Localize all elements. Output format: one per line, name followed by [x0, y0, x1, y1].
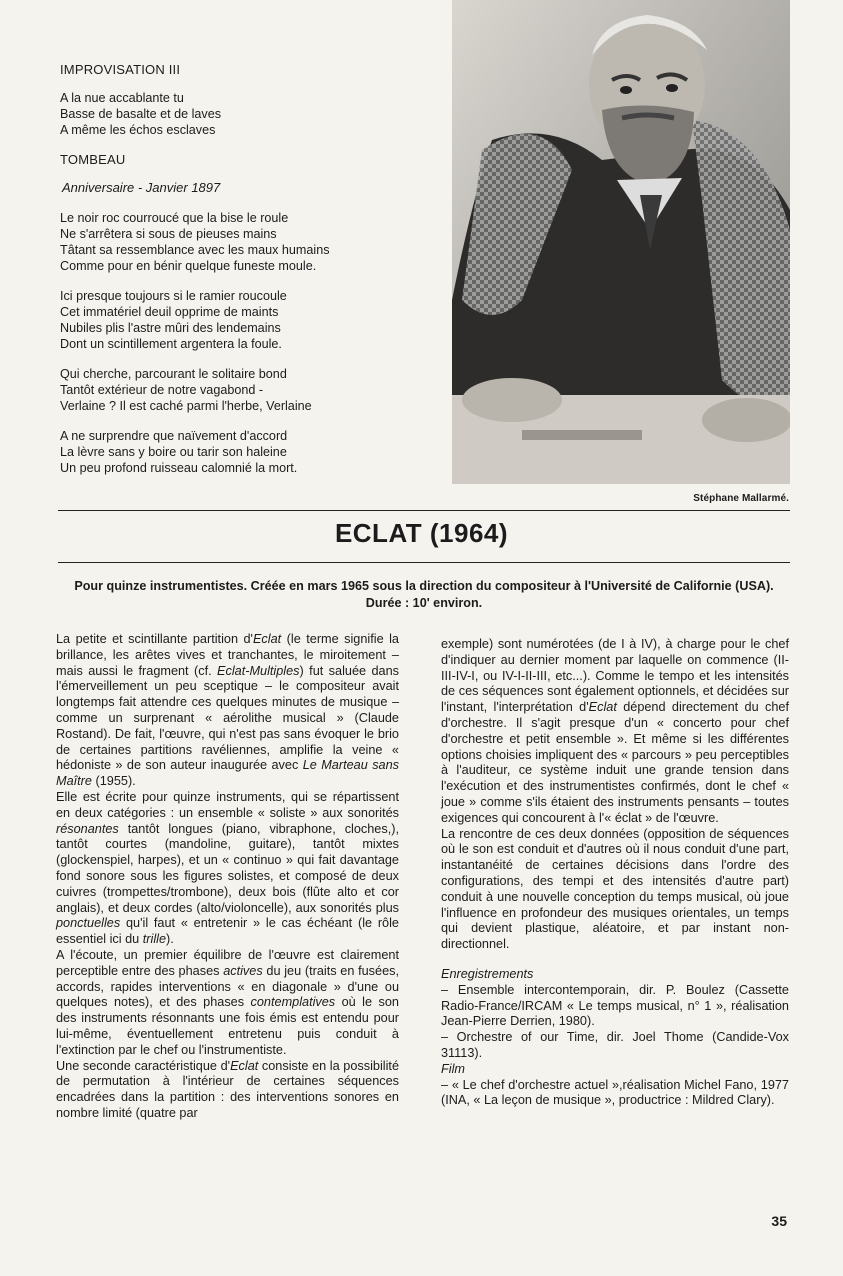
poem-line: Nubiles plis l'astre mûri des lendemains [60, 321, 281, 335]
recording-item: – Ensemble intercontemporain, dir. P. Boulez (Cassette Radio-France/IRCAM « Le temps musical, n° 1 », réalisation Jean-Pierre Derrien, 1980). [441, 982, 789, 1029]
text-italic: résonantes [56, 821, 119, 836]
poem-line: A ne surprendre que naïvement d'accord [60, 429, 288, 443]
portrait-illustration [452, 0, 790, 484]
poem-subtitle: Anniversaire - Janvier 1897 [62, 180, 221, 195]
text-italic: Eclat [230, 1058, 259, 1073]
text: ) fut saluée dans l'émerveillement un peu sceptique – le compositeur avait longtemps fait attendre ces quelques minutes de musique – comme un surprenant « aérolithe musical » (Claude Rostand). De fait, l'œuvre, qui n'est pas sans évoquer le brio de certaines partitions ravéliennes, amplifie la veine « hédoniste » de son auteur inaugurée avec [56, 663, 399, 773]
text-italic: Le Marteau sans Maître [56, 758, 399, 789]
poem-stanza [60, 288, 440, 352]
recording-item: – Orchestre of our Time, dir. Joel Thome (Candide-Vox 31113). [441, 1030, 789, 1060]
poem-line: Qui cherche, parcourant le solitaire bond [60, 367, 287, 381]
text-italic: ponctuelles [56, 916, 121, 931]
film-item: – « Le chef d'orchestre actuel »,réalisation Michel Fano, 1977 (INA, « La leçon de musique », productrice : Mildred Clary). [441, 1077, 789, 1108]
poem-line: Comme pour en bénir quelque funeste moule. [60, 259, 317, 273]
poem-line: Ici presque toujours si le ramier roucoule [60, 289, 287, 303]
paragraph [56, 790, 399, 948]
article-intro: Pour quinze instrumentistes. Créée en mars 1965 sous la direction du compositeur à l'Université de Californie (USA). Durée : 10' environ. [74, 579, 774, 610]
text: du jeu (traits en fusées, accords, rapides interventions « en diagonale » d'une ou quelques notes), et des phases [56, 963, 399, 1010]
text: A l'écoute, un premier équilibre de l'œuvre est clairement perceptible entre des phases [56, 947, 399, 978]
poem-title-improvisation: IMPROVISATION III [60, 62, 181, 77]
photo-caption: Stéphane Mallarmé. [693, 493, 789, 504]
text-italic: Eclat [252, 632, 282, 646]
text-italic: Eclat [588, 700, 617, 715]
poem-line: Dont un scintillement argentera la foule. [60, 337, 282, 351]
body-column-left [56, 632, 399, 1122]
poem-line: Verlaine ? Il est caché parmi l'herbe, Verlaine [60, 399, 312, 413]
poem-line: Basse de basalte et de laves [60, 107, 222, 121]
poem-title-tombeau: TOMBEAU [60, 152, 126, 167]
poem-line: A la nue accablante tu [60, 91, 184, 105]
text: La petite et scintillante partition d' [56, 632, 253, 646]
portrait-photo [452, 0, 790, 484]
section-heading-film: Film [441, 1061, 465, 1076]
poem-stanza-improvisation [60, 90, 440, 138]
paragraph [56, 948, 399, 1059]
poem-block [60, 62, 440, 490]
paragraph [56, 1059, 399, 1122]
poem-stanza [60, 366, 440, 414]
body-column-right [441, 637, 789, 1109]
text: tantôt longues (piano, vibraphone, cloches,), tantôt courtes (mandoline, guitare), tantôt mixtes (glockenspiel, harpes), et un « continuo » qui fait davantage fond sonore sous les figures solistes, et composé de deux cuivres (trompettes/trombone), deux bois (flûte alto et cor anglais), et deux cordes (alto/violoncelle), aux sonorités plus [56, 821, 399, 915]
text: consiste en la possibilité de permutation à l'intérieur de certaines séquences encadrées dans la partition : des interventions sonores en nombre limité (quatre par [56, 1058, 399, 1120]
text: Une seconde caractéristique d' [56, 1058, 231, 1073]
text-italic: trille [142, 932, 167, 947]
text: exemple) sont numérotées (de I à IV), à charge pour le chef d'indiquer au dernier moment par laquelle on commence (II-III-IV-I, ou IV-I-II-III, etc...). Comme le tempo et les intensités de ces séquences sont également optionnels, et décidées sur l'instant, l'interprétation d' [441, 637, 789, 715]
text-italic: contemplatives [250, 995, 336, 1010]
title-rule-top [58, 510, 790, 511]
text: dépend directement du chef d'orchestre. Il s'agit presque d'un « concerto pour chef d'orchestre et petit ensemble ». Et même si les différentes options choisies impliquent des « parcours » peu perceptibles à l'auditeur, ce système induit une grande tension dans l'exécution et des instrumentistes confirmés, dont le chef « joue » comme s'ils étaient des instruments pensants – toutes exigences qui concourent à l'« éclat » de l'œuvre. [441, 700, 789, 825]
poem-stanza [60, 210, 440, 274]
paragraph: La rencontre de ces deux données (opposition de séquences où le son est conduit et d'autres où il nous conduit d'une part, instantanéité de certaines décisions dans l'ordre des configurations, des tempi et des intensités d'autre part) conduit à une nouvelle conception du temps musical, où joue l'influence en profondeur des musiques orientales, un temps qui devient plastique, aléatoire, et par instant non-directionnel. [441, 826, 789, 952]
text: ). [166, 932, 174, 947]
poem-line: Cet immatériel deuil opprime de maints [60, 305, 279, 319]
text: (1955). [91, 774, 136, 789]
text-italic: Eclat-Multiples [217, 663, 300, 678]
paragraph [56, 632, 399, 790]
section-heading-recordings: Enregistrements [441, 966, 534, 981]
article-title: ECLAT (1964) [334, 518, 509, 548]
poem-line: Le noir roc courroucé que la bise le roule [60, 211, 289, 225]
text: Elle est écrite pour quinze instruments, qui se répartissent en deux catégories : un ensemble « soliste » aux sonorités [56, 789, 399, 820]
poem-line: A même les échos esclaves [60, 123, 216, 137]
paragraph [441, 637, 789, 827]
text: (le terme signifie la brillance, les arêtes vives et tranchantes, le miroitement – mais aussi le fragment (cf. [56, 632, 399, 678]
poem-line: Ne s'arrêtera si sous de pieuses mains [60, 227, 277, 241]
page-number: 35 [771, 1213, 787, 1229]
text: où le son des instruments résonnants une fois émis est entendu pour lui-même, éventuellement entretenu puis conduit à l'extinction par le chef ou l'instrumentiste. [56, 995, 399, 1057]
poem-line: La lèvre sans y boire ou tarir son haleine [60, 445, 287, 459]
poem-line: Tantôt extérieur de notre vagabond - [60, 383, 264, 397]
title-rule-bottom [58, 562, 790, 563]
poem-stanza [60, 428, 440, 476]
poem-line: Un peu profond ruisseau calomnié la mort. [60, 461, 298, 475]
text: qu'il faut « entretenir » le cas échéant (le rôle essentiel ici du [56, 916, 399, 947]
poem-line: Tâtant sa ressemblance avec les maux humains [60, 243, 330, 257]
text-italic: actives [223, 963, 263, 978]
